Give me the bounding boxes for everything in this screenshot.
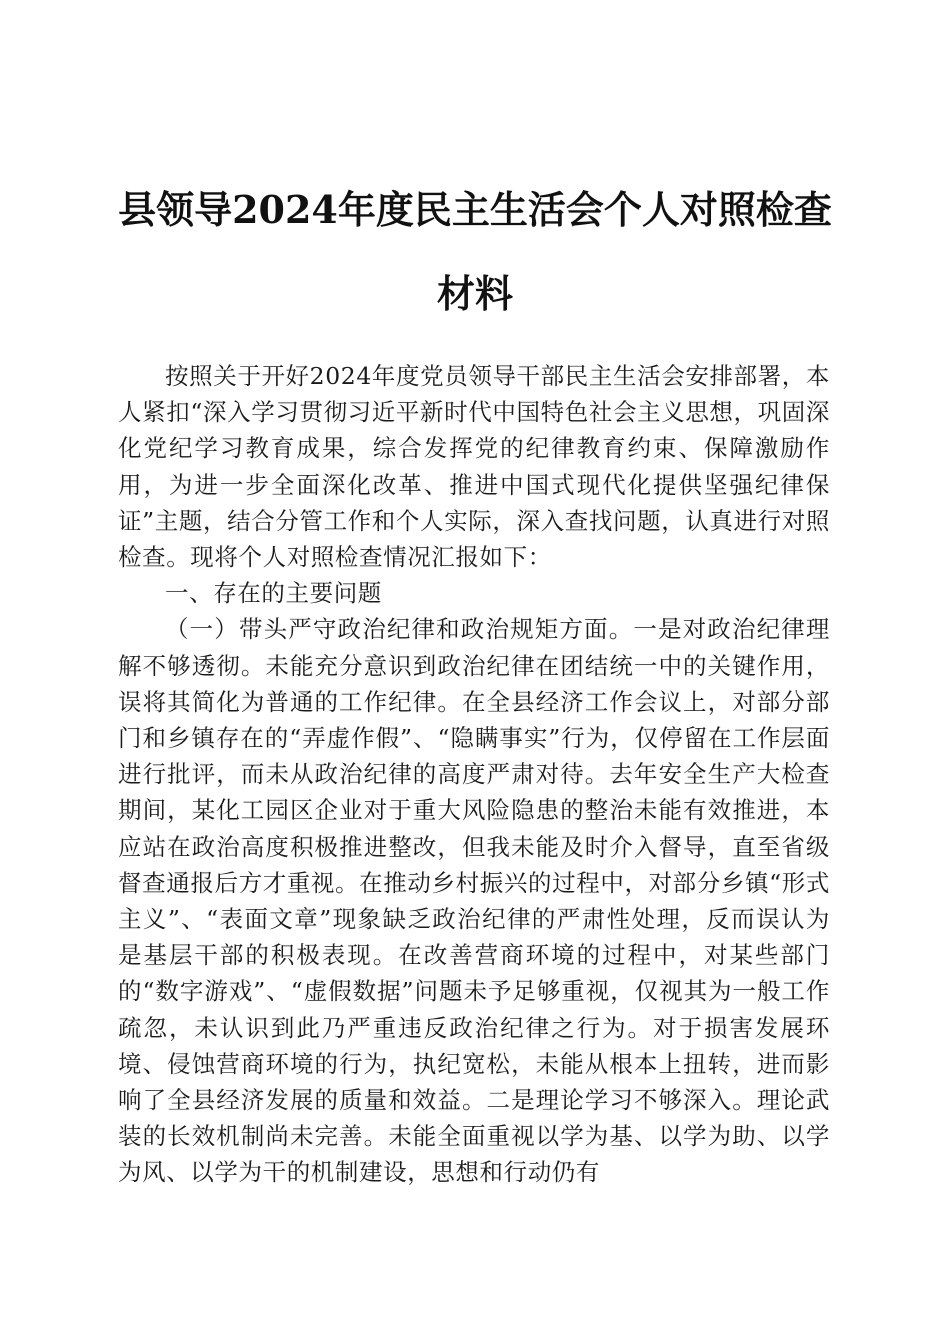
body-paragraph: （一）带头严守政治纪律和政治规矩方面。一是对政治纪律理解不够透彻。未能充分意识到政治纪律在团结统一中的关键作用，误将其简化为普通的工作纪律。在全县经济工作会议上，对部分部门和乡镇存在的“弄虚作假”、“隐瞒事实”行为，仅停留在工作层面进行批评，而未从政治纪律的高度严肃对待。去年安全生产大检查期间，某化工园区企业对于重大风险隐患的整治未能有效推进，本应站在政治高度积极推进整改，但我未能及时介入督导，直至省级督查通报后方才重视。在推动乡村振兴的过程中，对部分乡镇“形式主义”、“表面文章”现象缺乏政治纪律的严肃性处理，反而误认为是基层干部的积极表现。在改善营商环境的过程中，对某些部门的“数字游戏”、“虚假数据”问题未予足够重视，仅视其为一般工作疏忽，未认识到此乃严重违反政治纪律之行为。对于损害发展环境、侵蚀营商环境的行为，执纪宽松，未能从根本上扭转，进而影响了全县经济发展的质量和效益。二是理论学习不够深入。理论武装的长效机制尚未完善。未能全面重视以学为基、以学为助、以学为风、以学为干的机制建设，思想和行动仍有 [118,615,830,1187]
intro-paragraph: 按照关于开好2024年度党员领导干部民主生活会安排部署，本人紧扣“深入学习贯彻习近平新时代中国特色社会主义思想，巩固深化党纪学习教育成果，综合发挥党的纪律教育约束、保障激励作用，为进一步全面深化改革、推进中国式现代化提供坚强纪律保证”主题，结合分管工作和个人实际，深入查找问题，认真进行对照检查。现将个人对照检查情况汇报如下： [118,362,830,572]
section-heading: 一、存在的主要问题 [165,579,382,608]
document-title: 县领导2024年度民主生活会个人对照检查材料 [118,187,832,316]
document-body [118,358,830,1191]
